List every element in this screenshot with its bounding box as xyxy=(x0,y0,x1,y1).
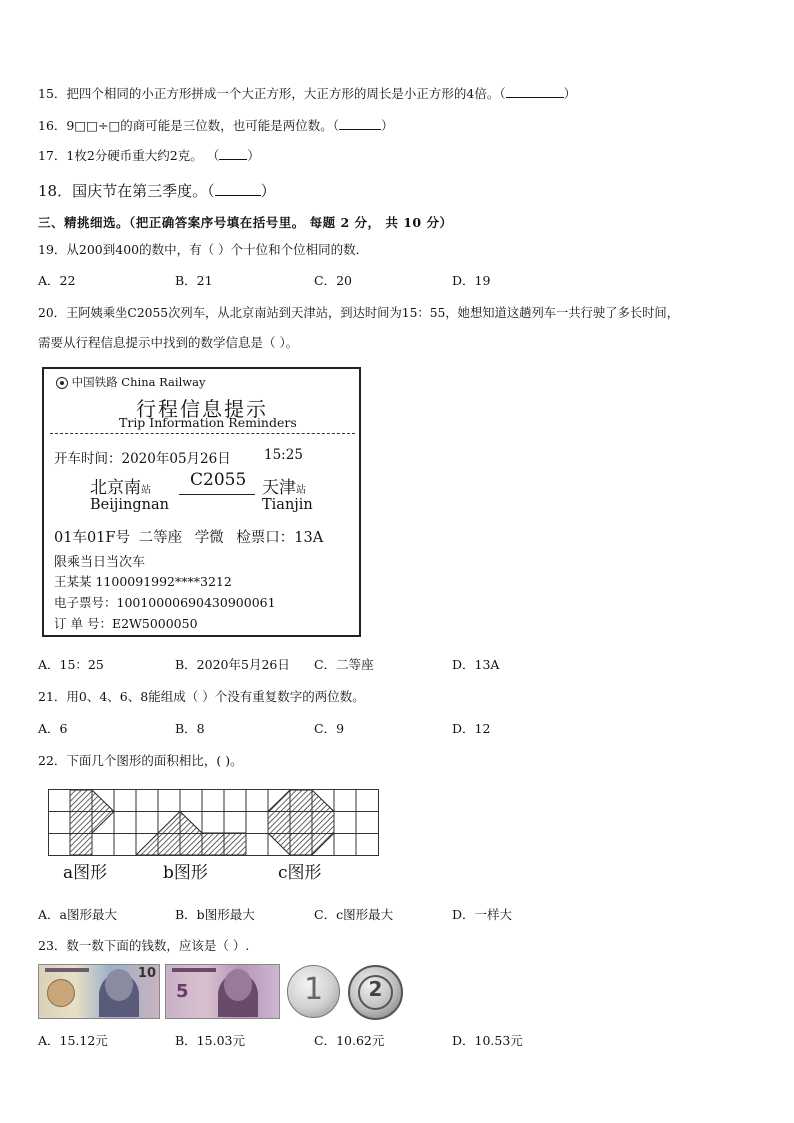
depart-time: 15:25 xyxy=(264,447,303,463)
china-railway-logo-icon xyxy=(56,377,68,389)
one-yuan-coin xyxy=(287,965,340,1018)
option-c[interactable]: C．c图形最大 xyxy=(314,907,394,922)
coin-value-2: 2 xyxy=(368,977,383,1001)
ticket-brand xyxy=(56,374,205,390)
answer-blank-17[interactable] xyxy=(219,148,247,160)
note-value-10: 10 xyxy=(137,966,156,981)
question-18-text: 18．国庆节在第三季度。（ xyxy=(38,182,215,200)
ticket-gate: 检票口：13A xyxy=(236,530,324,546)
five-yuan-note xyxy=(165,964,280,1019)
ticket-order: 订 单 号：E2W5000050 xyxy=(54,616,198,631)
caption-c: c图形 xyxy=(278,863,322,883)
question-16-end: ） xyxy=(381,118,394,133)
depart-date: 2020年05月26日 xyxy=(121,451,231,467)
question-15 xyxy=(38,84,576,102)
option-c[interactable]: C．20 xyxy=(314,273,352,288)
question-17-end: ） xyxy=(247,148,260,163)
caption-a: a图形 xyxy=(63,863,108,883)
question-15-text: 15．把四个相同的小正方形拼成一个大正方形，大正方形的周长是小正方形的4倍。（ xyxy=(38,86,506,101)
question-18-end: ） xyxy=(260,182,276,200)
depart-label: 开车时间： xyxy=(54,451,122,467)
from-station-cn: 北京南 xyxy=(90,478,141,498)
option-b[interactable]: B．21 xyxy=(175,273,213,288)
option-a[interactable]: A．15.12元 xyxy=(38,1033,108,1048)
option-d[interactable]: D．13A xyxy=(452,657,500,672)
ten-yuan-note xyxy=(38,964,160,1019)
seat-number: 01车01F号 xyxy=(54,530,130,546)
from-station-suffix: 站 xyxy=(141,485,151,496)
question-20-line2: 需要从行程信息提示中找到的数学信息是（ ）。 xyxy=(38,335,299,350)
option-b[interactable]: B．2020年5月26日 xyxy=(175,657,290,672)
to-station-cn: 天津 xyxy=(262,478,296,498)
note-value-5: 5 xyxy=(176,981,189,1002)
ticket-brand-text: 中国铁路 China Railway xyxy=(71,375,206,389)
option-b[interactable]: B．b图形最大 xyxy=(175,907,255,922)
coin-value-1: 1 xyxy=(303,972,324,1007)
two-fen-coin xyxy=(348,965,403,1020)
option-a[interactable]: A．a图形最大 xyxy=(38,907,117,922)
option-a[interactable]: A．15：25 xyxy=(38,657,104,672)
answer-blank-16[interactable] xyxy=(339,118,381,130)
question-21-text: 21．用0、4、6、8能组成（ ）个没有重复数字的两位数。 xyxy=(38,689,365,704)
ticket-subtitle: Trip Information Reminders xyxy=(119,415,297,430)
option-b[interactable]: B．15.03元 xyxy=(175,1033,245,1048)
option-c[interactable]: C．10.62元 xyxy=(314,1033,385,1048)
option-c[interactable]: C．二等座 xyxy=(314,657,374,672)
answer-blank-18[interactable] xyxy=(215,184,261,196)
option-d[interactable]: D．19 xyxy=(452,273,491,288)
to-station-suffix: 站 xyxy=(296,485,306,496)
option-d[interactable]: D．12 xyxy=(452,721,491,736)
question-15-end: ） xyxy=(563,86,577,101)
ticket-depart-row xyxy=(54,447,231,467)
ticket-divider xyxy=(50,433,355,434)
ticket-type: 学微 xyxy=(194,530,224,546)
from-station-en: Beijingnan xyxy=(90,497,169,513)
train-arrow-line xyxy=(179,494,255,495)
option-b[interactable]: B．8 xyxy=(175,721,205,736)
option-a[interactable]: A．22 xyxy=(38,273,76,288)
question-22-text: 22．下面几个图形的面积相比，( )。 xyxy=(38,753,243,768)
option-d[interactable]: D．10.53元 xyxy=(452,1033,523,1048)
ticket-eticket: 电子票号：10010000690430900061 xyxy=(54,595,276,610)
to-station xyxy=(262,473,306,498)
area-comparison-grid xyxy=(48,789,384,857)
question-16 xyxy=(38,116,394,134)
shape-c xyxy=(268,790,334,855)
option-c[interactable]: C．9 xyxy=(314,721,345,736)
ticket-passenger: 王某某 1100091992****3212 xyxy=(54,574,232,589)
ticket-note: 限乘当日当次车 xyxy=(54,555,146,570)
option-d[interactable]: D．一样大 xyxy=(452,907,513,922)
question-20-line1: 20．王阿姨乘坐C2055次列车，从北京南站到天津站，到达时间为15：55，她想知道这趟列车一共行驶了多长时间， xyxy=(38,306,680,320)
question-17 xyxy=(38,146,260,164)
ticket-seat-row xyxy=(54,526,323,547)
question-17-text: 17．1枚2分硬币重大约2克。 （ xyxy=(38,148,220,163)
question-18 xyxy=(38,180,276,201)
seat-class: 二等座 xyxy=(138,530,183,546)
option-a[interactable]: A．6 xyxy=(38,721,68,736)
ticket-title: 行程信息提示 xyxy=(136,397,268,421)
from-station xyxy=(90,473,151,498)
section-3-heading: 三、精挑细选。（把正确答案序号填在括号里。 每题 2 分， 共 10 分） xyxy=(38,215,453,230)
question-19-text: 19．从200到400的数中，有（ ）个十位和个位相同的数． xyxy=(38,242,369,257)
answer-blank-15[interactable] xyxy=(506,86,564,98)
question-23-text: 23．数一数下面的钱数，应该是（ ）. xyxy=(38,938,250,953)
train-number: C2055 xyxy=(190,470,247,490)
question-16-text: 16．9□□÷□的商可能是三位数，也可能是两位数。（ xyxy=(38,118,340,133)
trip-ticket xyxy=(42,367,361,637)
to-station-en: Tianjin xyxy=(262,497,313,513)
caption-b: b图形 xyxy=(163,863,208,883)
